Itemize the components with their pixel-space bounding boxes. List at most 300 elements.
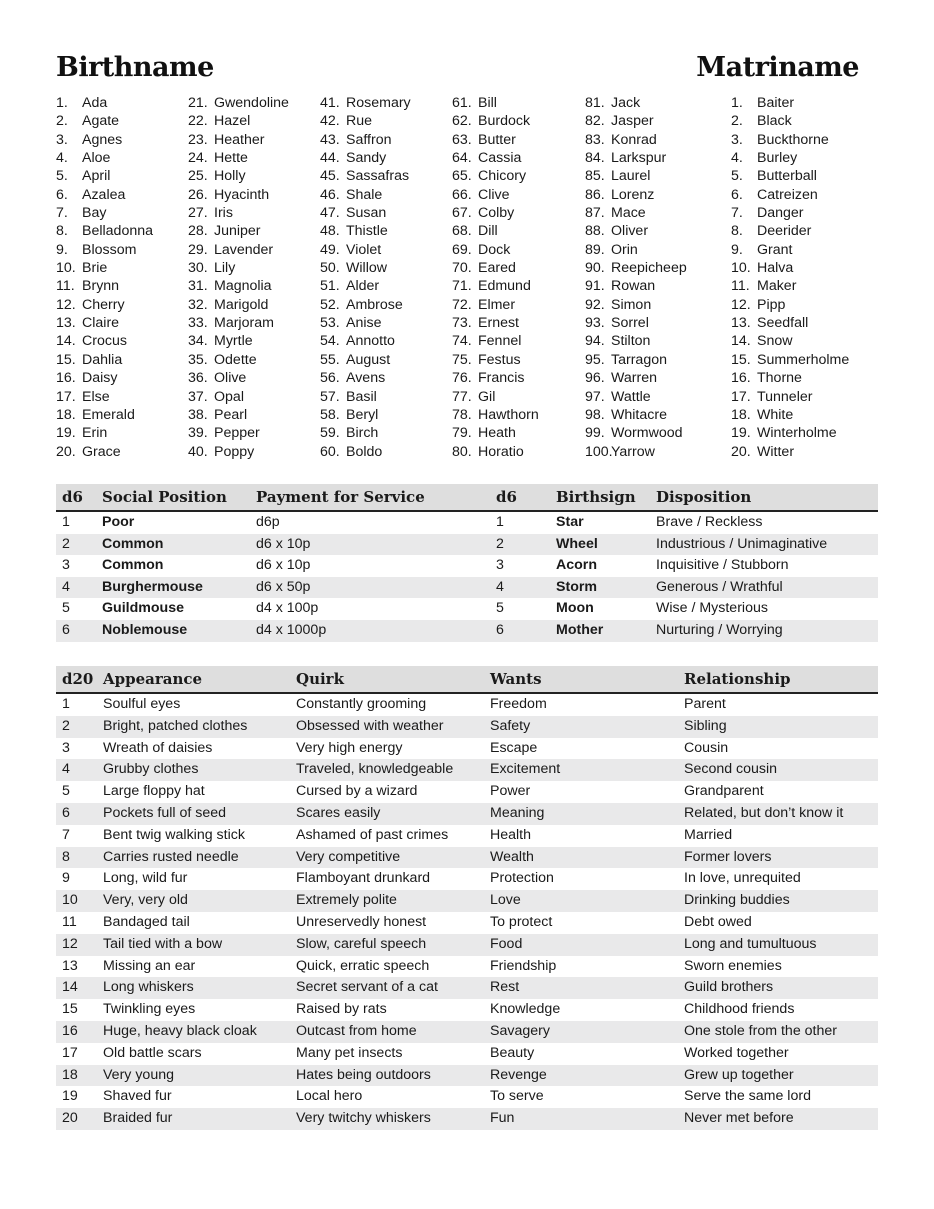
entry-number: 25. <box>188 168 208 185</box>
entry-name: Elmer <box>478 296 516 313</box>
entry-name: Dahlia <box>82 351 123 368</box>
name-entry <box>731 406 871 424</box>
table-row <box>56 868 878 890</box>
table-cell: Wheel <box>556 535 598 552</box>
entry-name: Stilton <box>611 333 651 350</box>
table-cell: 15 <box>62 1001 78 1018</box>
table-cell: d4 x 100p <box>256 600 319 617</box>
entry-name: Burley <box>757 150 798 167</box>
name-entry <box>585 314 725 332</box>
entry-name: Butter <box>478 131 516 148</box>
table-cell: 5 <box>62 783 70 800</box>
table-row <box>56 716 878 738</box>
entry-number: 34. <box>188 333 208 350</box>
table-cell: 6 <box>496 621 504 638</box>
name-entry <box>731 167 871 185</box>
table-cell: Knowledge <box>490 1001 561 1018</box>
entry-name: Butterball <box>757 168 817 185</box>
name-entry <box>731 241 871 259</box>
table-row <box>56 694 878 716</box>
table-cell: Worked together <box>684 1044 789 1061</box>
table-cell: Bright, patched clothes <box>103 717 248 734</box>
table-cell: In love, unrequited <box>684 870 801 887</box>
entry-name: Tunneler <box>757 388 813 405</box>
entry-number: 35. <box>188 351 208 368</box>
name-entry <box>56 296 196 314</box>
entry-number: 65. <box>452 168 472 185</box>
table-row <box>56 598 878 620</box>
entry-number: 60. <box>320 443 340 460</box>
table-row <box>56 1065 878 1087</box>
table-cell: Fun <box>490 1110 515 1127</box>
table-cell: Childhood friends <box>684 1001 795 1018</box>
name-entry <box>452 131 592 149</box>
table-cell: 5 <box>496 600 504 617</box>
table-cell: 6 <box>62 621 70 638</box>
table-cell: Local hero <box>296 1088 363 1105</box>
header-cell: d6 <box>62 488 83 506</box>
entry-number: 15. <box>731 351 751 368</box>
matriname-heading: Matriname <box>696 52 859 83</box>
entry-number: 16. <box>731 370 751 387</box>
name-entry <box>585 94 725 112</box>
table-cell: Bandaged tail <box>103 913 190 930</box>
entry-number: 68. <box>452 223 472 240</box>
entry-name: Maker <box>757 278 797 295</box>
table-cell: Guildmouse <box>102 600 184 617</box>
name-entry <box>320 204 460 222</box>
table-row <box>56 512 878 534</box>
entry-number: 33. <box>188 315 208 332</box>
birthname-heading: Birthname <box>56 52 214 83</box>
entry-name: Willow <box>346 260 387 277</box>
table-cell: Flamboyant drunkard <box>296 870 431 887</box>
name-entry <box>320 222 460 240</box>
table-cell: Generous / Wrathful <box>656 578 783 595</box>
table-row <box>56 1108 878 1130</box>
name-entry <box>188 369 328 387</box>
table-cell: 7 <box>62 826 70 843</box>
name-entry <box>188 406 328 424</box>
entry-name: Colby <box>478 205 515 222</box>
entry-name: Gil <box>478 388 496 405</box>
social-position-birthsign-table <box>56 484 878 642</box>
name-entry <box>585 204 725 222</box>
table-cell: Very competitive <box>296 848 401 865</box>
entry-number: 95. <box>585 351 605 368</box>
name-entry <box>585 222 725 240</box>
entry-number: 67. <box>452 205 472 222</box>
table-cell: 12 <box>62 935 78 952</box>
entry-name: Reepicheep <box>611 260 687 277</box>
name-entry <box>452 388 592 406</box>
name-entry <box>731 388 871 406</box>
entry-name: Odette <box>214 351 257 368</box>
table-cell: 4 <box>62 761 70 778</box>
table-row <box>56 977 878 999</box>
entry-number: 14. <box>731 333 751 350</box>
name-entry <box>731 314 871 332</box>
entry-number: 19. <box>56 425 76 442</box>
entry-number: 26. <box>188 186 208 203</box>
table-cell: Unreservedly honest <box>296 913 427 930</box>
table-row <box>56 759 878 781</box>
entry-number: 13. <box>56 315 76 332</box>
entry-number: 8. <box>731 223 743 240</box>
birthname-column <box>585 94 725 461</box>
table-cell: Health <box>490 826 532 843</box>
header-cell: d6 <box>496 488 517 506</box>
name-entry <box>320 186 460 204</box>
entry-name: Rosemary <box>346 95 411 111</box>
name-entry <box>320 424 460 442</box>
name-entry <box>320 167 460 185</box>
entry-number: 41. <box>320 95 340 111</box>
entry-number: 7. <box>56 205 68 222</box>
table-row <box>56 620 878 642</box>
name-entry <box>320 241 460 259</box>
entry-name: Eared <box>478 260 516 277</box>
table-cell: Twinkling eyes <box>103 1001 196 1018</box>
table-cell: Bent twig walking stick <box>103 826 245 843</box>
name-entry <box>188 296 328 314</box>
entry-number: 36. <box>188 370 208 387</box>
entry-number: 3. <box>731 131 743 148</box>
entry-number: 47. <box>320 205 340 222</box>
table-cell: 2 <box>62 535 70 552</box>
header-cell: Quirk <box>296 670 344 688</box>
entry-name: Magnolia <box>214 278 272 295</box>
entry-number: 21. <box>188 95 208 111</box>
table-cell: Power <box>490 783 531 800</box>
table-row <box>56 912 878 934</box>
entry-number: 83. <box>585 131 605 148</box>
name-entry <box>585 167 725 185</box>
entry-name: Belladonna <box>82 223 153 240</box>
entry-name: Festus <box>478 351 521 368</box>
entry-name: Brynn <box>82 278 120 295</box>
entry-number: 59. <box>320 425 340 442</box>
entry-number: 10. <box>56 260 76 277</box>
table-row <box>56 825 878 847</box>
entry-name: Dock <box>478 241 511 258</box>
table-cell: Cousin <box>684 739 729 756</box>
name-entry <box>188 222 328 240</box>
entry-name: Blossom <box>82 241 137 258</box>
entry-number: 87. <box>585 205 605 222</box>
entry-name: Basil <box>346 388 377 405</box>
entry-number: 17. <box>56 388 76 405</box>
entry-number: 19. <box>731 425 751 442</box>
table-cell: 13 <box>62 957 78 974</box>
table-cell: Married <box>684 826 733 843</box>
table-cell: Beauty <box>490 1044 535 1061</box>
entry-name: Witter <box>757 443 795 460</box>
name-entry <box>56 112 196 130</box>
table-cell: Constantly grooming <box>296 696 427 712</box>
entry-name: Wormwood <box>611 425 683 442</box>
header-cell: Birthsign <box>556 488 636 506</box>
table-cell: d6 x 50p <box>256 578 311 595</box>
header-cell: Wants <box>490 670 542 688</box>
entry-name: Poppy <box>214 443 255 460</box>
name-entry <box>188 167 328 185</box>
table-cell: Long and tumultuous <box>684 935 817 952</box>
name-entry <box>56 388 196 406</box>
table-cell: Wise / Mysterious <box>656 600 768 617</box>
entry-number: 51. <box>320 278 340 295</box>
table-cell: 3 <box>496 557 504 574</box>
table-cell: d6p <box>256 514 280 530</box>
entry-name: Gwendoline <box>214 95 289 111</box>
entry-name: Jack <box>611 95 641 111</box>
birthname-column <box>452 94 592 461</box>
table-cell: Inquisitive / Stubborn <box>656 557 789 574</box>
table-cell: 8 <box>62 848 70 865</box>
table-cell: Old battle scars <box>103 1044 202 1061</box>
entry-number: 76. <box>452 370 472 387</box>
name-entry <box>452 314 592 332</box>
table-cell: 11 <box>62 913 77 930</box>
name-entry <box>56 332 196 350</box>
name-entry <box>585 186 725 204</box>
table-cell: Soulful eyes <box>103 696 181 712</box>
entry-number: 92. <box>585 296 605 313</box>
name-entry <box>56 167 196 185</box>
name-entry <box>188 277 328 295</box>
entry-number: 99. <box>585 425 605 442</box>
entry-number: 61. <box>452 95 472 111</box>
name-entry <box>320 94 460 112</box>
entry-name: Winterholme <box>757 425 837 442</box>
entry-number: 96. <box>585 370 605 387</box>
table-row <box>56 555 878 577</box>
entry-number: 1. <box>731 95 743 111</box>
entry-number: 3. <box>56 131 68 148</box>
entry-name: Thistle <box>346 223 388 240</box>
entry-name: Thorne <box>757 370 802 387</box>
name-entry <box>56 406 196 424</box>
entry-name: Holly <box>214 168 246 185</box>
name-entry <box>452 186 592 204</box>
entry-number: 48. <box>320 223 340 240</box>
entry-number: 43. <box>320 131 340 148</box>
entry-name: Rowan <box>611 278 656 295</box>
name-entry <box>585 241 725 259</box>
birthname-column <box>188 94 328 461</box>
table-row <box>56 534 878 556</box>
birthname-column <box>56 94 196 461</box>
name-entry <box>585 369 725 387</box>
table-cell: 9 <box>62 870 70 887</box>
entry-name: Azalea <box>82 186 126 203</box>
table-cell: Star <box>556 514 584 530</box>
entry-name: Birch <box>346 425 379 442</box>
table-cell: Sworn enemies <box>684 957 782 974</box>
entry-name: Chicory <box>478 168 527 185</box>
name-entry <box>452 277 592 295</box>
entry-number: 89. <box>585 241 605 258</box>
entry-name: Cherry <box>82 296 125 313</box>
entry-name: Clive <box>478 186 510 203</box>
table-cell: Drinking buddies <box>684 892 790 909</box>
table-cell: Hates being outdoors <box>296 1066 431 1083</box>
table-cell: Second cousin <box>684 761 778 778</box>
table-cell: Slow, careful speech <box>296 935 427 952</box>
name-entry <box>188 443 328 461</box>
name-entry <box>731 351 871 369</box>
entry-name: Opal <box>214 388 244 405</box>
name-entry <box>731 277 871 295</box>
table-cell: 1 <box>62 696 70 712</box>
name-entry <box>585 131 725 149</box>
name-entry <box>188 332 328 350</box>
name-entry <box>452 204 592 222</box>
table-row <box>56 1043 878 1065</box>
table-cell: Pockets full of seed <box>103 804 227 821</box>
entry-number: 73. <box>452 315 472 332</box>
name-entry <box>56 314 196 332</box>
table-cell: Debt owed <box>684 913 752 930</box>
table-cell: 3 <box>62 739 70 756</box>
entry-number: 91. <box>585 278 605 295</box>
entry-name: Avens <box>346 370 386 387</box>
entry-name: Else <box>82 388 110 405</box>
entry-name: Crocus <box>82 333 127 350</box>
entry-number: 4. <box>56 150 68 167</box>
entry-number: 74. <box>452 333 472 350</box>
name-entry <box>56 149 196 167</box>
entry-number: 11. <box>56 278 75 295</box>
name-entry <box>731 94 871 112</box>
entry-number: 18. <box>56 406 76 423</box>
name-entry <box>188 424 328 442</box>
entry-number: 18. <box>731 406 751 423</box>
header-cell: d20 <box>62 670 94 688</box>
table-cell: Many pet insects <box>296 1044 403 1061</box>
name-entry <box>731 369 871 387</box>
name-entry <box>585 351 725 369</box>
name-entry <box>452 443 592 461</box>
entry-name: Hawthorn <box>478 406 539 423</box>
entry-name: Mace <box>611 205 646 222</box>
name-entry <box>731 443 871 461</box>
table-row <box>56 956 878 978</box>
entry-name: Aloe <box>82 150 111 167</box>
entry-number: 62. <box>452 113 472 130</box>
entry-name: Pipp <box>757 296 786 313</box>
entry-name: Catreizen <box>757 186 818 203</box>
entry-number: 24. <box>188 150 208 167</box>
entry-name: Hette <box>214 150 248 167</box>
name-entry <box>56 443 196 461</box>
entry-name: Oliver <box>611 223 649 240</box>
table-cell: Quick, erratic speech <box>296 957 430 974</box>
table-cell: Serve the same lord <box>684 1088 811 1105</box>
name-entry <box>585 424 725 442</box>
entry-name: Jasper <box>611 113 654 130</box>
table-row <box>56 803 878 825</box>
entry-name: Dill <box>478 223 498 240</box>
header-cell: Appearance <box>103 670 203 688</box>
table-cell: Excitement <box>490 761 561 778</box>
entry-number: 80. <box>452 443 472 460</box>
name-entry <box>188 186 328 204</box>
entry-number: 13. <box>731 315 751 332</box>
name-entry <box>452 424 592 442</box>
name-entry <box>56 424 196 442</box>
table-cell: Meaning <box>490 804 545 821</box>
entry-number: 54. <box>320 333 340 350</box>
entry-name: Summerholme <box>757 351 850 368</box>
table-cell: 6 <box>62 804 70 821</box>
entry-number: 28. <box>188 223 208 240</box>
entry-name: Daisy <box>82 370 118 387</box>
entry-name: Tarragon <box>611 351 667 368</box>
name-entry <box>452 149 592 167</box>
entry-number: 44. <box>320 150 340 167</box>
table-cell: Very twitchy whiskers <box>296 1110 431 1127</box>
table-cell: Savagery <box>490 1022 550 1039</box>
table-cell: Love <box>490 892 521 909</box>
table-cell: Very, very old <box>103 892 188 909</box>
table-cell: Long whiskers <box>103 979 194 996</box>
name-entry <box>320 332 460 350</box>
name-entry <box>731 259 871 277</box>
entry-name: Emerald <box>82 406 135 423</box>
table-cell: Rest <box>490 979 520 996</box>
table-row <box>56 934 878 956</box>
entry-name: Francis <box>478 370 525 387</box>
entry-name: Alder <box>346 278 380 295</box>
name-entry <box>320 406 460 424</box>
entry-number: 15. <box>56 351 76 368</box>
entry-name: Marjoram <box>214 315 274 332</box>
table-cell: Friendship <box>490 957 557 974</box>
entry-name: Baiter <box>757 95 795 111</box>
table-cell: Raised by rats <box>296 1001 387 1018</box>
entry-number: 53. <box>320 315 340 332</box>
table-cell: Moon <box>556 600 594 617</box>
name-entry <box>56 369 196 387</box>
entry-number: 79. <box>452 425 472 442</box>
name-entry <box>585 332 725 350</box>
appearance-quirk-wants-relationship-table <box>56 666 878 1130</box>
table-cell: Never met before <box>684 1110 794 1127</box>
entry-name: Horatio <box>478 443 524 460</box>
entry-number: 57. <box>320 388 340 405</box>
name-entry <box>452 222 592 240</box>
entry-number: 37. <box>188 388 208 405</box>
name-entry <box>452 167 592 185</box>
entry-name: Laurel <box>611 168 651 185</box>
table-cell: Large floppy hat <box>103 783 205 800</box>
table-cell: Brave / Reckless <box>656 514 763 530</box>
name-entry <box>188 204 328 222</box>
table-cell: Former lovers <box>684 848 772 865</box>
table-cell: Parent <box>684 696 726 712</box>
table-cell: Guild brothers <box>684 979 774 996</box>
name-entry <box>731 332 871 350</box>
table-cell: Cursed by a wizard <box>296 783 418 800</box>
entry-number: 63. <box>452 131 472 148</box>
table-cell: Noblemouse <box>102 621 188 638</box>
name-entry <box>188 388 328 406</box>
entry-number: 29. <box>188 241 208 258</box>
table-cell: Long, wild fur <box>103 870 188 887</box>
name-entry <box>56 351 196 369</box>
name-entry <box>188 112 328 130</box>
